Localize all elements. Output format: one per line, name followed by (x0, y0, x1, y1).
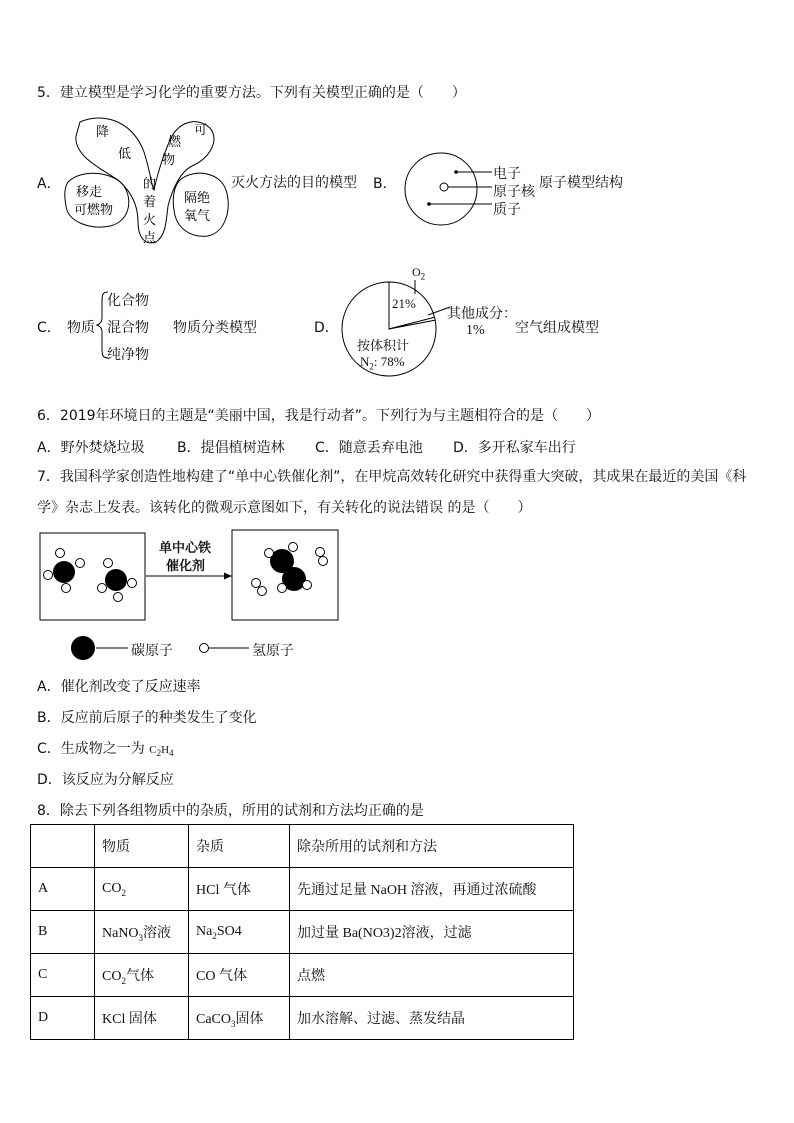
q5-option-a-letter: A． (37, 176, 61, 192)
q8-stem: 8．除去下列各组物质中的杂质，所用的试剂和方法均正确的是 (37, 803, 424, 819)
q5-option-b-label-proton: 质子 (493, 202, 521, 218)
row-label: D (31, 997, 95, 1040)
hydrogen-atom (303, 581, 312, 590)
q7-option-c: C．生成物之一为 $C_2H_4$ (37, 741, 174, 759)
row-label: B (31, 911, 95, 954)
q5a-right-top-char-3: 物 (162, 153, 176, 168)
hydrogen-atom (316, 548, 325, 557)
row-method: 加水溶解、过滤、蒸发结晶 (290, 997, 574, 1040)
hydrogen-atom (76, 559, 85, 568)
q5-option-d-other-percent: 1% (466, 323, 485, 338)
row-impurity: $Na_2SO4$ (189, 911, 290, 954)
table-row (31, 997, 574, 1040)
q7-catalyst-label-line-1: 单中心铁 (159, 541, 212, 556)
hydrogen-atom (319, 557, 328, 566)
q7-legend-carbon-label: 碳原子 (131, 643, 173, 659)
q5-option-d-letter: D． (314, 320, 339, 336)
q5a-right-blob-line-1: 隔绝 (184, 191, 211, 206)
row-impurity: CaCO$_3$固体 (189, 997, 290, 1040)
legend-carbon-atom (71, 636, 95, 660)
hydrogen-atom (252, 579, 261, 588)
q5-option-d-o2-percent: 21% (392, 296, 416, 311)
hydrogen-atom (104, 559, 113, 568)
q7-option-b: B．反应前后原子的种类发生了变化 (37, 710, 257, 726)
q6-stem: 6．2019年环境日的主题是“美丽中国，我是行动者”。下列行为与主题相符合的是（ ） (37, 408, 601, 424)
table-header-cell (31, 825, 95, 868)
row-substance: $CO_2$ (95, 868, 189, 911)
q5a-left-blob-line-2: 可燃物 (74, 203, 114, 218)
left-blob-shape (65, 173, 129, 227)
table-row (31, 954, 574, 997)
table-row (31, 911, 574, 954)
row-impurity: HCl 气体 (189, 868, 290, 911)
table-header-row (31, 825, 574, 868)
q5a-right-top-char-1: 可 (194, 123, 208, 138)
row-label: A (31, 868, 95, 911)
q5-option-c-caption: 物质分类模型 (173, 320, 257, 336)
hydrogen-atom (44, 571, 53, 580)
q7-option-d: D．该反应为分解反应 (37, 772, 174, 788)
hydrogen-atom (98, 584, 107, 593)
q5-option-d-basis: 按体积计 (357, 339, 410, 354)
q5-option-a-caption: 灭火方法的目的模型 (231, 175, 357, 191)
q5-option-d-n2-label: $N_2$: 78% (360, 354, 405, 372)
q7-catalyst-label-line-2: 催化剂 (166, 559, 206, 574)
legend-hydrogen-atom (200, 644, 209, 653)
q6-option-c: C．随意丢弃电池 (315, 440, 423, 456)
q5-option-b-letter: B． (373, 176, 397, 192)
q5-stem: 5．建立模型是学习化学的重要方法。下列有关模型正确的是（ ） (37, 85, 466, 101)
q5a-right-top-char-2: 燃 (168, 135, 182, 150)
q7-stem-line-1: 7．我国科学家创造性地构建了“单中心铁催化剂”，在甲烷高效转化研究中获得重大突破，其成果在最近的美国《科 (37, 469, 747, 485)
q5a-left-blob-line-1: 移走 (76, 185, 103, 200)
q5-option-c-branch-compound: 化合物 (107, 293, 149, 309)
row-method: 先通过足量 NaOH 溶液，再通过浓硫酸 (290, 868, 574, 911)
q5a-left-top-char-1: 降 (96, 125, 110, 140)
row-substance: NaNO$_3$溶液 (95, 911, 189, 954)
hydrogen-atom (278, 584, 287, 593)
q5a-center-char-1: 的 (143, 177, 157, 192)
q5a-right-blob-line-2: 氧气 (184, 209, 211, 224)
q7-legend-hydrogen-label: 氢原子 (252, 643, 294, 659)
row-substance: $CO_2$气体 (95, 954, 189, 997)
q5-option-c-root: 物质 (67, 320, 95, 336)
q5-option-d-o2-leader (410, 280, 420, 296)
q7-stem-line-2: 学》杂志上发表。该转化的微观示意图如下，有关转化的说法错误 的是（ ） (37, 500, 532, 516)
q5a-center-char-4: 点 (143, 231, 157, 246)
q5a-center-char-3: 火 (143, 213, 157, 228)
table-header-cell: 杂质 (189, 825, 290, 868)
q6-option-d: D．多开私家车出行 (453, 440, 576, 456)
row-method: 加过量 Ba(NO3)2溶液，过滤 (290, 911, 574, 954)
q5-option-a-diagram (62, 110, 232, 250)
row-method: 点燃 (290, 954, 574, 997)
carbon-atom (105, 569, 127, 591)
q6-option-a: A．野外焚烧垃圾 (37, 440, 145, 456)
q5-option-c-branch-pure: 纯净物 (107, 347, 149, 363)
q5-option-b-label-electron: 电子 (493, 166, 521, 182)
q7-option-a: A．催化剂改变了反应速率 (37, 679, 201, 695)
hydrogen-atom (62, 584, 71, 593)
table-header-cell: 除杂所用的试剂和方法 (290, 825, 574, 868)
q5-option-d-o2-label: $O_2$ (412, 265, 426, 282)
row-label: C (31, 954, 95, 997)
table-header-cell: 物质 (95, 825, 189, 868)
q5-option-c-branch-mixture: 混合物 (107, 320, 149, 336)
reaction-arrow-head (224, 573, 232, 580)
hydrogen-atom (56, 549, 65, 558)
q5-option-d-other-label: 其他成分： (447, 306, 517, 322)
q5-option-b-label-nucleus: 原子核 (493, 184, 535, 200)
q6-option-b: B．提倡植树造林 (177, 440, 285, 456)
carbon-atom (53, 561, 75, 583)
hydrogen-atom (128, 579, 137, 588)
q5a-center-char-2: 着 (143, 195, 157, 210)
hydrogen-atom (265, 549, 274, 558)
nucleus-circle (440, 183, 448, 191)
q5-option-c-letter: C． (37, 320, 61, 336)
table-row (31, 868, 574, 911)
row-impurity: CO 气体 (189, 954, 290, 997)
hydrogen-atom (289, 543, 298, 552)
hydrogen-atom (258, 587, 267, 596)
hydrogen-atom (114, 593, 123, 602)
q5-option-b-caption: 原子模型结构 (539, 175, 623, 191)
q8-table (30, 824, 574, 1040)
row-substance: KCl 固体 (95, 997, 189, 1040)
q5-option-d-caption: 空气组成模型 (515, 320, 599, 336)
q5a-left-top-char-2: 低 (118, 147, 132, 162)
